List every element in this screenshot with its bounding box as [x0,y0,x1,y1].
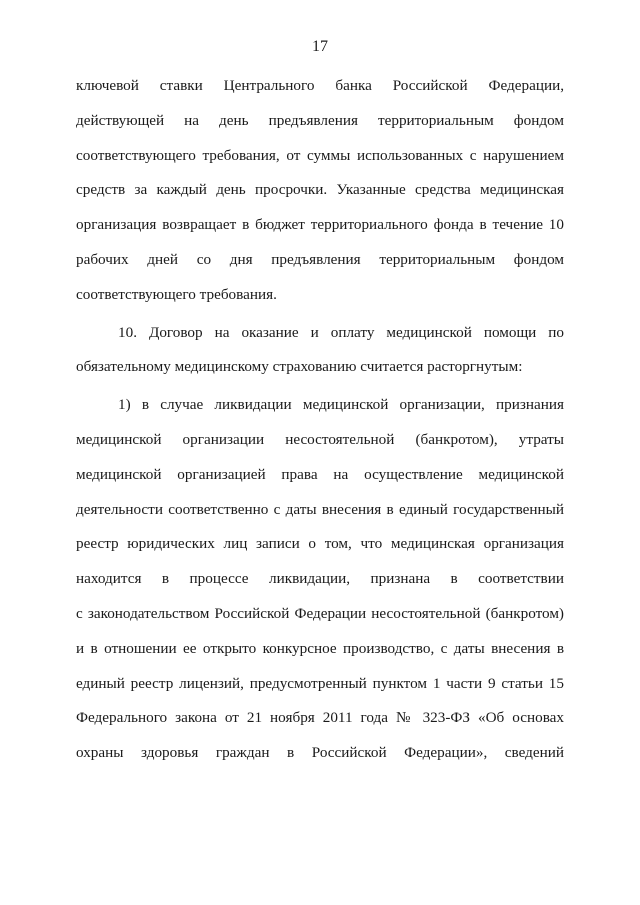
text-line: единый реестр лицензий, предусмотренный пунктом 1 части 9 статьи 15 [76,674,564,692]
text-line: Федерального закона от 21 ноября 2011 года № 323-ФЗ «Об основах [76,709,564,727]
text-line: медицинской организацией права на осуществление медицинской [76,465,564,483]
text-line: реестр юридических лиц записи о том, что медицинская организация [76,535,564,553]
document-body [76,69,564,771]
text-line: действующей на день предъявления территориальным фондом [76,111,564,129]
text-line: обязательному медицинскому страхованию считается расторгнутым: [76,358,523,376]
text-line: 10. Договор на оказание и оплату медицинской помощи по [118,323,564,341]
text-line: ключевой ставки Центрального банка Российской Федерации, [76,77,564,94]
text-line: соответствующего требования. [76,285,277,303]
page-number: 17 [312,38,328,55]
text-line: 1) в случае ликвидации медицинской организации, признания [118,396,564,414]
text-line: охраны здоровья граждан в Российской Федерации», сведений [76,744,564,762]
text-line: деятельности соответственно с даты внесения в единый государственный [76,500,564,518]
text-line: с законодательством Российской Федерации несостоятельной (банкротом) [76,604,564,622]
text-line: и в отношении ее открыто конкурсное производство, с даты внесения в [76,639,564,657]
text-line: средств за каждый день просрочки. Указанные средства медицинская [76,181,564,199]
text-line: находится в процессе ликвидации, признана в соответствии [76,570,564,588]
text-line: соответствующего требования, от суммы использованных с нарушением [76,146,564,164]
text-line: рабочих дней со дня предъявления территориальным фондом [76,250,564,268]
text-line: организация возвращает в бюджет территориального фонда в течение 10 [76,216,564,234]
text-line: медицинской организации несостоятельной (банкротом), утраты [76,430,564,448]
